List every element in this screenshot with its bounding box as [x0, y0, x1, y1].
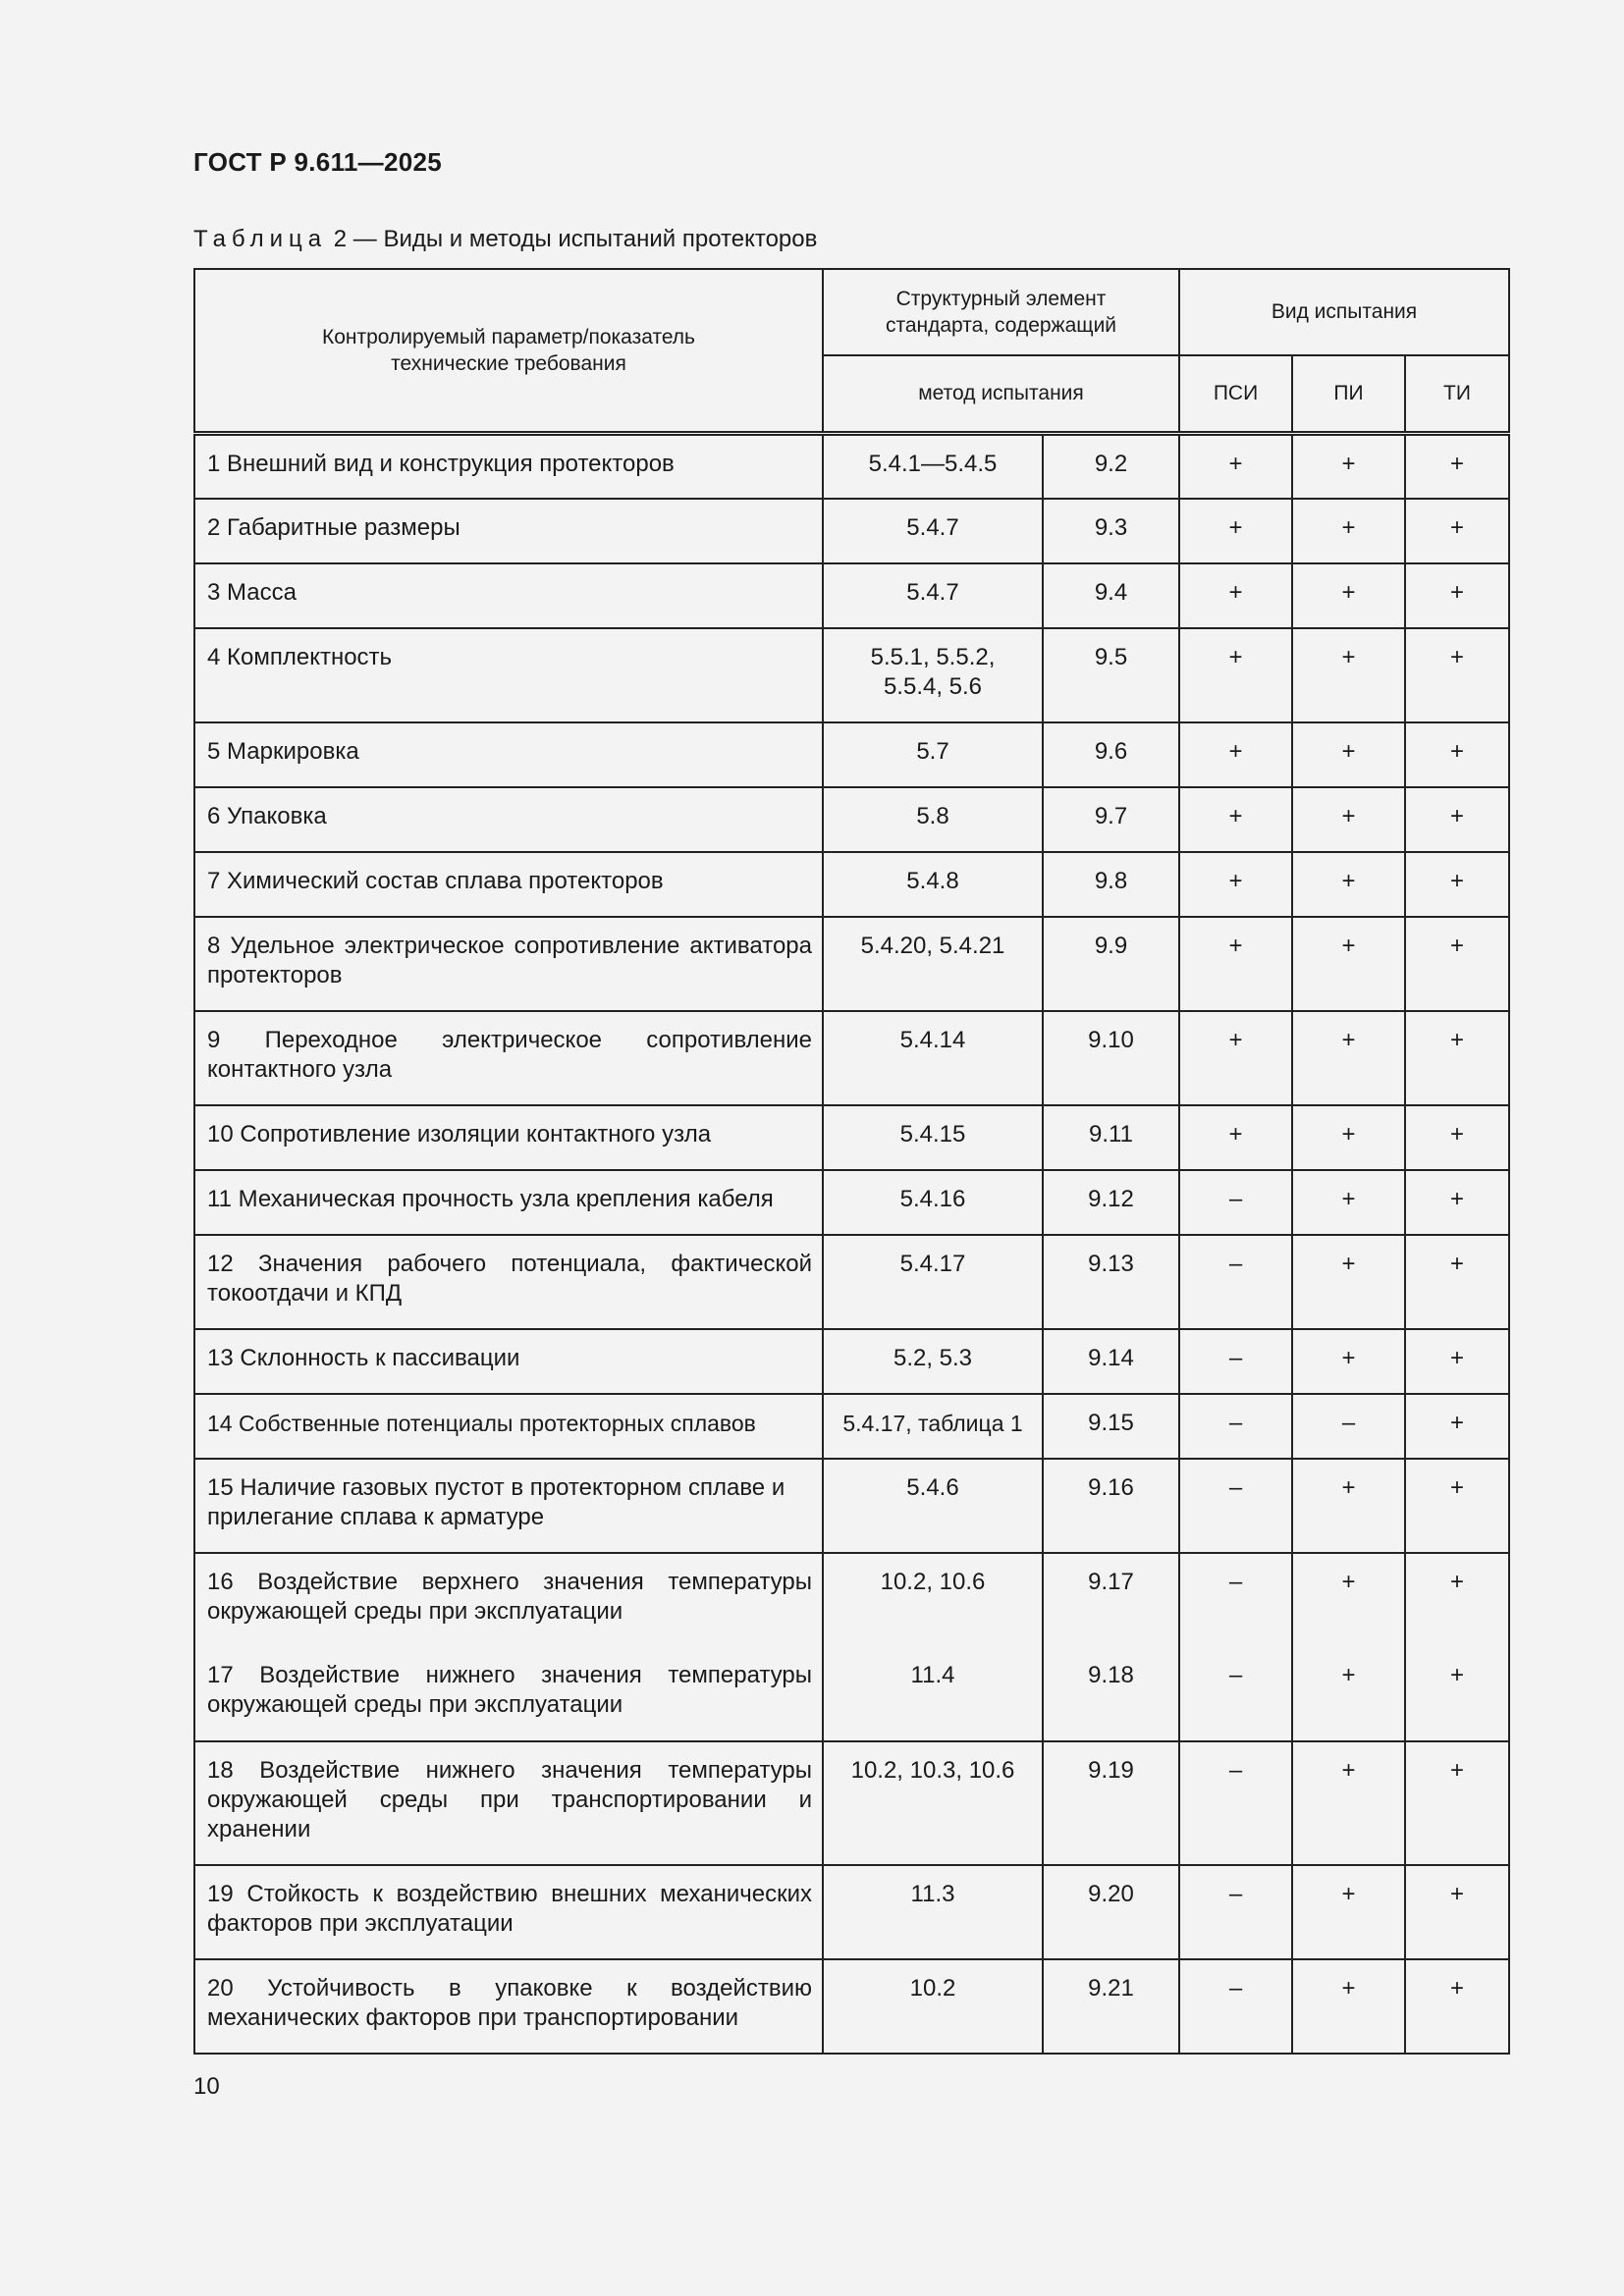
ti-cell: + — [1405, 917, 1509, 1011]
ti-cell: + — [1405, 1459, 1509, 1553]
ti-cell: + — [1405, 1553, 1509, 1647]
param-cell: 18 Воздействие нижнего значения температуры окружающей среды при транспортировании и хранении — [194, 1741, 823, 1865]
table-row — [194, 499, 1509, 563]
requirement-cell: 5.4.16 — [823, 1170, 1043, 1235]
table-caption-label: Таблица — [193, 226, 328, 252]
psi-cell: + — [1179, 1011, 1292, 1105]
header-pi: ПИ — [1292, 355, 1405, 434]
table-row — [194, 1170, 1509, 1235]
psi-cell: – — [1179, 1647, 1292, 1741]
table-row — [194, 852, 1509, 917]
pi-cell: + — [1292, 1105, 1405, 1170]
method-cell: 9.19 — [1043, 1741, 1179, 1865]
param-cell: 8 Удельное электрическое сопротивление активатора протекторов — [194, 917, 823, 1011]
ti-cell: + — [1405, 563, 1509, 628]
ti-cell: + — [1405, 722, 1509, 787]
ti-cell: + — [1405, 499, 1509, 563]
requirement-cell: 10.2, 10.6 — [823, 1553, 1043, 1647]
requirement-cell: 5.4.7 — [823, 499, 1043, 563]
table-row — [194, 1647, 1509, 1741]
param-cell: 10 Сопротивление изоляции контактного узла — [194, 1105, 823, 1170]
psi-cell: – — [1179, 1741, 1292, 1865]
param-cell: 11 Механическая прочность узла крепления кабеля — [194, 1170, 823, 1235]
header-test-type: Вид испытания — [1179, 269, 1509, 355]
ti-cell: + — [1405, 852, 1509, 917]
param-cell: 1 Внешний вид и конструкция протекторов — [194, 434, 823, 499]
header-test-method: метод испытания — [823, 355, 1179, 434]
psi-cell: – — [1179, 1865, 1292, 1959]
table-row — [194, 1553, 1509, 1647]
requirement-cell: 10.2 — [823, 1959, 1043, 2054]
ti-cell: + — [1405, 1170, 1509, 1235]
psi-cell: + — [1179, 1105, 1292, 1170]
param-cell: 4 Комплектность — [194, 628, 823, 722]
table-caption-text: 2 — Виды и методы испытаний протекторов — [327, 226, 818, 252]
table-row — [194, 1235, 1509, 1329]
psi-cell: + — [1179, 917, 1292, 1011]
requirement-cell: 11.3 — [823, 1865, 1043, 1959]
requirement-cell: 5.2, 5.3 — [823, 1329, 1043, 1394]
requirement-cell: 5.8 — [823, 787, 1043, 852]
param-cell: 2 Габаритные размеры — [194, 499, 823, 563]
pi-cell: + — [1292, 1329, 1405, 1394]
pi-cell: + — [1292, 1170, 1405, 1235]
pi-cell: + — [1292, 722, 1405, 787]
pi-cell: + — [1292, 1647, 1405, 1741]
psi-cell: + — [1179, 628, 1292, 722]
ti-cell: + — [1405, 1647, 1509, 1741]
pi-cell: + — [1292, 852, 1405, 917]
ti-cell: + — [1405, 628, 1509, 722]
param-cell: 5 Маркировка — [194, 722, 823, 787]
requirement-cell: 5.7 — [823, 722, 1043, 787]
method-cell: 9.3 — [1043, 499, 1179, 563]
param-cell: 19 Стойкость к воздействию внешних механических факторов при эксплуатации — [194, 1865, 823, 1959]
pi-cell: + — [1292, 1553, 1405, 1647]
param-cell: 15 Наличие газовых пустот в протекторном сплаве и прилегание сплава к арматуре — [194, 1459, 823, 1553]
pi-cell: + — [1292, 563, 1405, 628]
method-cell: 9.14 — [1043, 1329, 1179, 1394]
table-row — [194, 628, 1509, 722]
psi-cell: – — [1179, 1459, 1292, 1553]
psi-cell: + — [1179, 563, 1292, 628]
header-ti: ТИ — [1405, 355, 1509, 434]
header-controlled-parameter: Контролируемый параметр/показатель технические требования — [194, 269, 823, 434]
requirement-cell: 5.4.15 — [823, 1105, 1043, 1170]
requirement-cell: 5.5.1, 5.5.2, 5.5.4, 5.6 — [823, 628, 1043, 722]
table-caption — [193, 226, 817, 253]
table-row — [194, 1741, 1509, 1865]
table-row — [194, 1394, 1509, 1459]
param-cell: 7 Химический состав сплава протекторов — [194, 852, 823, 917]
test-methods-table — [193, 268, 1510, 2055]
param-cell: 3 Масса — [194, 563, 823, 628]
method-cell: 9.15 — [1043, 1394, 1179, 1459]
psi-cell: – — [1179, 1170, 1292, 1235]
method-cell: 9.5 — [1043, 628, 1179, 722]
ti-cell: + — [1405, 1865, 1509, 1959]
requirement-cell: 5.4.1—5.4.5 — [823, 434, 1043, 499]
psi-cell: + — [1179, 852, 1292, 917]
pi-cell: + — [1292, 1865, 1405, 1959]
requirement-cell: 5.4.14 — [823, 1011, 1043, 1105]
method-cell: 9.7 — [1043, 787, 1179, 852]
document-header: ГОСТ Р 9.611—2025 — [193, 147, 442, 177]
method-cell: 9.18 — [1043, 1647, 1179, 1741]
ti-cell: + — [1405, 1329, 1509, 1394]
psi-cell: + — [1179, 434, 1292, 499]
requirement-cell: 5.4.20, 5.4.21 — [823, 917, 1043, 1011]
requirement-cell: 11.4 — [823, 1647, 1043, 1741]
header-psi: ПСИ — [1179, 355, 1292, 434]
pi-cell: + — [1292, 1459, 1405, 1553]
requirement-cell: 5.4.7 — [823, 563, 1043, 628]
table-row — [194, 917, 1509, 1011]
pi-cell: + — [1292, 1235, 1405, 1329]
pi-cell: + — [1292, 787, 1405, 852]
method-cell: 9.17 — [1043, 1553, 1179, 1647]
method-cell: 9.4 — [1043, 563, 1179, 628]
method-cell: 9.20 — [1043, 1865, 1179, 1959]
pi-cell: + — [1292, 917, 1405, 1011]
method-cell: 9.2 — [1043, 434, 1179, 499]
psi-cell: + — [1179, 787, 1292, 852]
param-cell: 17 Воздействие нижнего значения температуры окружающей среды при эксплуатации — [194, 1647, 823, 1741]
requirement-cell: 10.2, 10.3, 10.6 — [823, 1741, 1043, 1865]
pi-cell: + — [1292, 1741, 1405, 1865]
pi-cell: + — [1292, 628, 1405, 722]
psi-cell: + — [1179, 499, 1292, 563]
requirement-cell: 5.4.8 — [823, 852, 1043, 917]
ti-cell: + — [1405, 1394, 1509, 1459]
param-cell: 14 Собственные потенциалы протекторных сплавов — [194, 1394, 823, 1459]
ti-cell: + — [1405, 1741, 1509, 1865]
param-cell: 20 Устойчивость в упаковке к воздействию механических факторов при транспортировании — [194, 1959, 823, 2054]
requirement-cell: 5.4.17, таблица 1 — [823, 1394, 1043, 1459]
method-cell: 9.6 — [1043, 722, 1179, 787]
page-number: 10 — [193, 2073, 220, 2100]
ti-cell: + — [1405, 434, 1509, 499]
table-row — [194, 434, 1509, 499]
pi-cell: – — [1292, 1394, 1405, 1459]
psi-cell: – — [1179, 1553, 1292, 1647]
header-structural-element: Структурный элемент стандарта, содержащий — [823, 269, 1179, 355]
table-row — [194, 563, 1509, 628]
param-cell: 12 Значения рабочего потенциала, фактической токоотдачи и КПД — [194, 1235, 823, 1329]
pi-cell: + — [1292, 499, 1405, 563]
requirement-cell: 5.4.17 — [823, 1235, 1043, 1329]
psi-cell: – — [1179, 1394, 1292, 1459]
method-cell: 9.16 — [1043, 1459, 1179, 1553]
table-row — [194, 1459, 1509, 1553]
method-cell: 9.12 — [1043, 1170, 1179, 1235]
table-row — [194, 1011, 1509, 1105]
pi-cell: + — [1292, 434, 1405, 499]
method-cell: 9.9 — [1043, 917, 1179, 1011]
table-row — [194, 787, 1509, 852]
table-row — [194, 1865, 1509, 1959]
table-row — [194, 722, 1509, 787]
ti-cell: + — [1405, 1959, 1509, 2054]
ti-cell: + — [1405, 1235, 1509, 1329]
method-cell: 9.13 — [1043, 1235, 1179, 1329]
psi-cell: – — [1179, 1329, 1292, 1394]
psi-cell: – — [1179, 1235, 1292, 1329]
method-cell: 9.21 — [1043, 1959, 1179, 2054]
method-cell: 9.8 — [1043, 852, 1179, 917]
param-cell: 9 Переходное электрическое сопротивление контактного узла — [194, 1011, 823, 1105]
method-cell: 9.11 — [1043, 1105, 1179, 1170]
pi-cell: + — [1292, 1959, 1405, 2054]
requirement-cell: 5.4.6 — [823, 1459, 1043, 1553]
param-cell: 6 Упаковка — [194, 787, 823, 852]
ti-cell: + — [1405, 1105, 1509, 1170]
table-row — [194, 1105, 1509, 1170]
table-row — [194, 1959, 1509, 2054]
param-cell: 16 Воздействие верхнего значения температуры окружающей среды при эксплуатации — [194, 1553, 823, 1647]
ti-cell: + — [1405, 787, 1509, 852]
method-cell: 9.10 — [1043, 1011, 1179, 1105]
psi-cell: + — [1179, 722, 1292, 787]
ti-cell: + — [1405, 1011, 1509, 1105]
pi-cell: + — [1292, 1011, 1405, 1105]
param-cell: 13 Склонность к пассивации — [194, 1329, 823, 1394]
table-row — [194, 1329, 1509, 1394]
psi-cell: – — [1179, 1959, 1292, 2054]
